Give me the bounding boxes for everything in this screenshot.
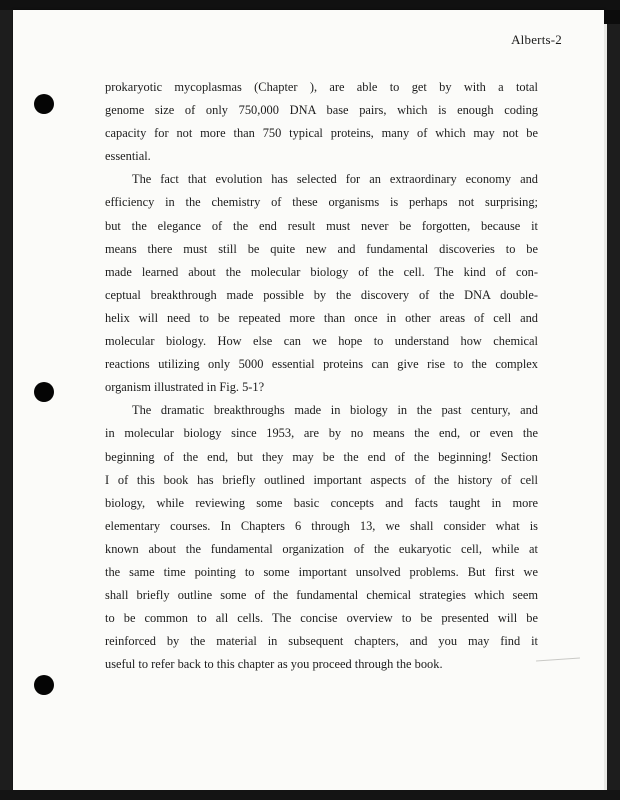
text-line: made learned about the molecular biology of the cell. The kind of con- [105, 264, 538, 279]
text-line: organism illustrated in Fig. 5-1? [105, 380, 265, 395]
scan-corner [604, 10, 620, 24]
text-line: to be common to all cells. The concise overview to be presented will be [105, 611, 538, 626]
text-line: essential. [105, 149, 151, 164]
text-line: helix will need to be repeated more than once in other areas of cell and [105, 310, 538, 325]
text-line: ceptual breakthrough made possible by the discovery of the DNA double- [105, 287, 538, 302]
text-line: I of this book has briefly outlined important aspects of the history of cell [105, 472, 538, 487]
text-line: elementary courses. In Chapters 6 through 13, we shall consider what is [105, 518, 538, 533]
body-text [105, 76, 538, 676]
text-line: reactions utilizing only 5000 essential proteins can give rise to the complex [105, 357, 538, 372]
text-line: useful to refer back to this chapter as you proceed through the book. [105, 657, 443, 672]
text-line: efficiency in the chemistry of these organisms is perhaps not surprising; [105, 195, 538, 210]
text-line: beginning of the end, but they may be the end of the beginning! Section [105, 449, 538, 464]
page-header-label: Alberts-2 [511, 32, 562, 47]
binder-hole-bottom [34, 675, 54, 695]
text-line: biology, while reviewing some basic concepts and facts taught in more [105, 495, 538, 510]
text-line: shall briefly outline some of the fundamental chemical strategies which seem [105, 588, 538, 603]
binder-hole-top [34, 94, 54, 114]
text-line: in molecular biology since 1953, are by no means the end, or even the [105, 426, 538, 441]
text-line: the same time pointing to some important unsolved problems. But first we [105, 564, 538, 579]
scan-border-top [0, 0, 620, 10]
text-line: The fact that evolution has selected for an extraordinary economy and [132, 172, 538, 187]
text-line: The dramatic breakthroughs made in biology in the past century, and [132, 403, 538, 418]
text-line: molecular biology. How else can we hope to understand how chemical [105, 334, 538, 349]
binder-hole-middle [34, 382, 54, 402]
paper-edge [604, 22, 607, 792]
text-line: reinforced by the material in subsequent chapters, and you may find it [105, 634, 538, 649]
text-line: known about the fundamental organization of the eukaryotic cell, while at [105, 541, 538, 556]
text-line: means there must still be quite new and fundamental discoveries to be [105, 241, 538, 256]
text-line: prokaryotic mycoplasmas (Chapter ), are able to get by with a total [105, 80, 538, 94]
text-line: capacity for not more than 750 typical proteins, many of which may not be [105, 126, 538, 141]
text-line: genome size of only 750,000 DNA base pairs, which is enough coding [105, 103, 538, 118]
scan-border-bottom [0, 790, 620, 800]
text-line: but the elegance of the end result must never be forgotten, because it [105, 218, 538, 233]
